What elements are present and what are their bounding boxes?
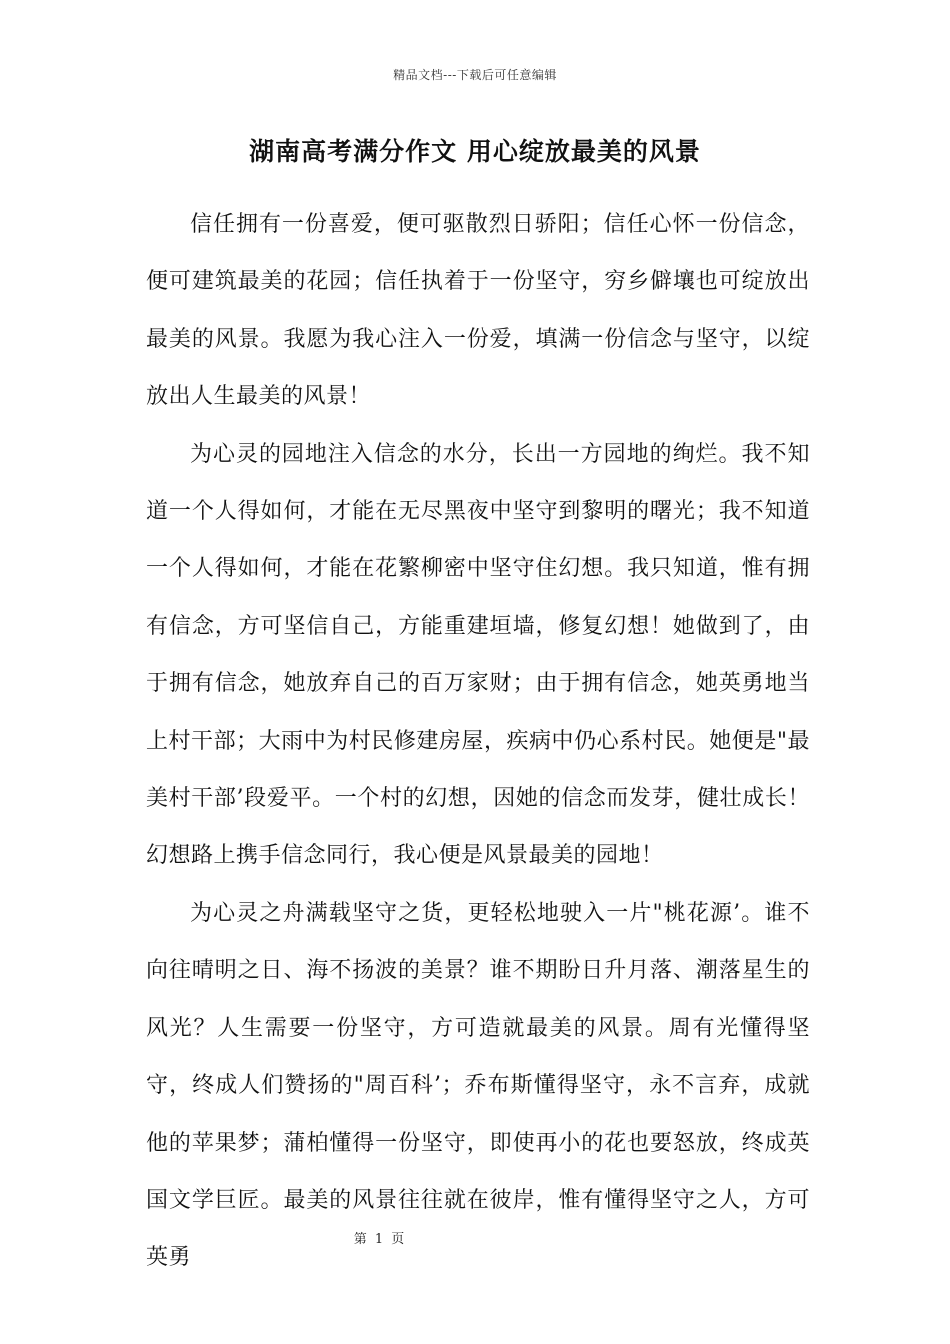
document-body [146,196,810,1287]
paragraph-1: 信任拥有一份喜爱，便可驱散烈日骄阳；信任心怀一份信念，便可建筑最美的花园；信任执着于一份坚守，穷乡僻壤也可绽放出最美的风景。我愿为我心注入一份爱，填满一份信念与坚守，以绽放出人生最美的风景！ [146,212,810,410]
page-number: 第 1 页 [353,1232,407,1247]
document-title: 湖南高考满分作文 用心绽放最美的风景 [249,137,701,166]
paragraph-2: 为心灵的园地注入信念的水分，长出一方园地的绚烂。我不知道一个人得如何，才能在无尽黑夜中坚守到黎明的曙光；我不知道一个人得如何，才能在花繁柳密中坚守住幻想。我只知道，惟有拥有信念，方可坚信自己，方能重建垣墙，修复幻想！她做到了，由于拥有信念，她放弃自己的百万家财；由于拥有信念，她英勇地当上村干部；大雨中为村民修建房屋，疾病中仍心系村民。她便是"最美村干部’段爱平。一个村的幻想，因她的信念而发芽，健壮成长！幻想路上携手信念同行，我心便是风景最美的园地！ [146,441,810,869]
header-note: 精品文档---下载后可任意编辑 [393,68,557,82]
paragraph-3: 为心灵之舟满载坚守之货，更轻松地驶入一片"桃花源’。谁不向往晴明之日、海不扬波的美景？谁不期盼日升月落、潮落星生的风光？人生需要一份坚守，方可造就最美的风景。周有光懂得坚守，终成人们赞扬的"周百科’；乔布斯懂得坚守，永不言弃，成就他的苹果梦；蒲柏懂得一份坚守，即使再小的花也要怒放，终成英国文学巨匠。最美的风景往往就在彼岸，惟有懂得坚守之人，方可英勇 [146,900,810,1271]
